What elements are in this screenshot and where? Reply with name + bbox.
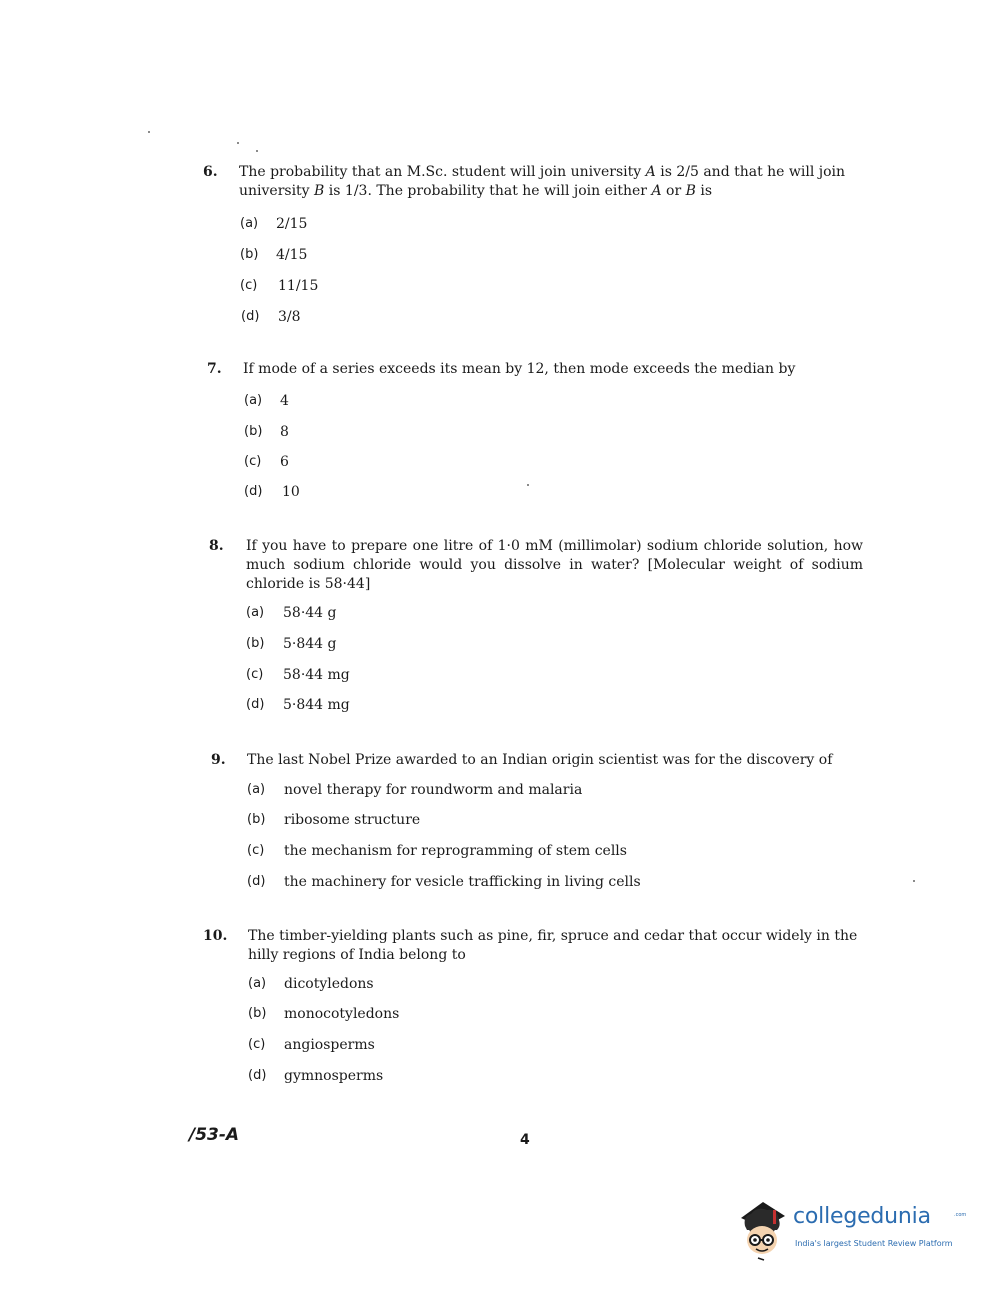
- option-label: (c): [247, 843, 265, 858]
- option-text: novel therapy for roundworm and malaria: [284, 782, 583, 798]
- page-number: 4: [520, 1132, 530, 1148]
- question-text: [239, 163, 859, 201]
- scan-speck: [913, 880, 915, 882]
- scan-speck: [148, 131, 150, 133]
- option-text: dicotyledons: [284, 976, 374, 992]
- option-text: monocotyledons: [284, 1006, 400, 1022]
- option-text: ribosome structure: [284, 812, 421, 828]
- question-text: The last Nobel Prize awarded to an Indian origin scientist was for the discovery of: [247, 752, 833, 768]
- question-text: If you have to prepare one litre of 1·0 mM (millimolar) sodium chloride solution, how much sodium chloride would you dissolve in water? [Molecular weight of sodium chloride is 58·44]: [246, 538, 863, 592]
- option-label: (d): [247, 874, 266, 889]
- option-label: (b): [247, 812, 266, 827]
- option-label: (d): [246, 697, 265, 712]
- option-text: 4: [280, 393, 289, 409]
- question-number: 6.: [203, 164, 218, 180]
- option-label: (c): [240, 278, 258, 293]
- option-text: 6: [280, 454, 289, 470]
- text-part: or: [661, 183, 686, 199]
- option-label: (c): [248, 1037, 266, 1052]
- option-label: (d): [244, 484, 263, 499]
- option-label: (c): [246, 667, 264, 682]
- option-text: 58·44 mg: [283, 667, 350, 683]
- option-text: 11/15: [278, 278, 319, 294]
- text-part: The probability that an M.Sc. student will join university: [239, 164, 646, 180]
- question-number: 9.: [211, 752, 226, 768]
- variable-a: A: [645, 164, 656, 180]
- option-text: angiosperms: [284, 1037, 375, 1053]
- option-text: the mechanism for reprogramming of stem cells: [284, 843, 627, 859]
- option-label: (b): [244, 424, 263, 439]
- question-number: 10.: [203, 928, 228, 944]
- option-label: (d): [241, 309, 260, 324]
- option-text: 5·844 mg: [283, 697, 350, 713]
- option-label: (a): [246, 605, 265, 620]
- option-label: (a): [244, 393, 263, 408]
- text-part: is 2/5 and that he will join university: [239, 164, 846, 199]
- option-label: (a): [248, 976, 267, 991]
- option-text: 58·44 g: [283, 605, 337, 621]
- brand-name: collegedunia: [793, 1204, 931, 1229]
- option-text: 3/8: [278, 309, 301, 325]
- variable-b: B: [314, 183, 325, 199]
- question-number: 7.: [207, 361, 222, 377]
- question-text: If mode of a series exceeds its mean by 12, then mode exceeds the median by: [243, 361, 796, 377]
- scan-speck: [256, 150, 258, 152]
- option-label: (b): [246, 636, 265, 651]
- variable-b: B: [685, 183, 696, 199]
- option-text: the machinery for vesicle trafficking in living cells: [284, 874, 641, 890]
- brand-suffix: .com: [954, 1212, 967, 1218]
- question-text: The timber-yielding plants such as pine, fir, spruce and cedar that occur widely in the hilly regions of India belong to: [248, 928, 858, 963]
- scan-speck: [237, 142, 239, 144]
- option-label: (a): [247, 782, 266, 797]
- scan-speck: [527, 484, 529, 486]
- option-text: 5·844 g: [283, 636, 337, 652]
- option-label: (d): [248, 1068, 267, 1083]
- option-label: (c): [244, 454, 262, 469]
- option-label: (a): [240, 216, 259, 231]
- option-text: gymnosperms: [284, 1068, 384, 1084]
- mascot-icon: [735, 1196, 793, 1262]
- option-text: 10: [282, 484, 300, 500]
- variable-a: A: [651, 183, 662, 199]
- option-label: (b): [248, 1006, 267, 1021]
- option-text: 2/15: [276, 216, 308, 232]
- option-text: 4/15: [276, 247, 308, 263]
- collegedunia-watermark: [735, 1196, 965, 1266]
- option-text: 8: [280, 424, 289, 440]
- option-label: (b): [240, 247, 259, 262]
- text-part: is 1/3. The probability that he will join either: [324, 183, 652, 199]
- brand-tagline: India's largest Student Review Platform: [795, 1239, 953, 1248]
- text-part: is: [695, 183, 713, 199]
- paper-code: /53-A: [189, 1125, 240, 1145]
- question-number: 8.: [209, 538, 224, 554]
